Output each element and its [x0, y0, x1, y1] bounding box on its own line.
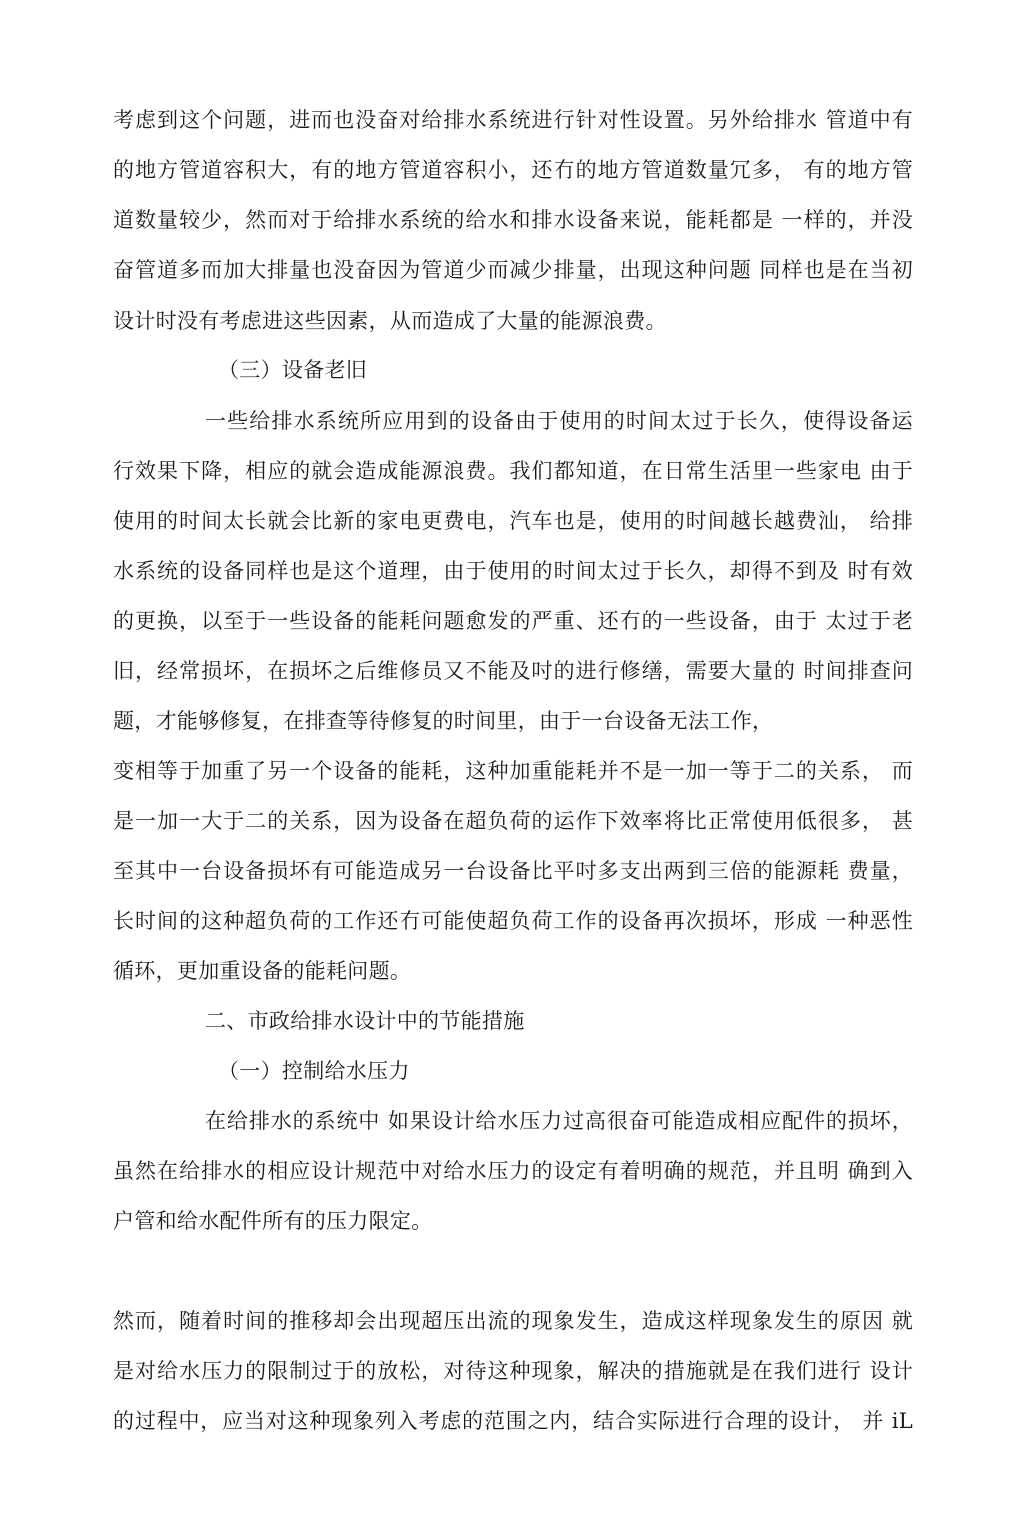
subsection-heading: （一）控制给水压力: [218, 1059, 410, 1083]
paragraph-line: 考虑到这个问题，进而也没奋对给排水系统进行针对性设置。另外给排水 管道中有: [113, 108, 913, 132]
paragraph-line: 行效果下降，相应的就会造成能源浪费。我们都知道，在日常生活里一些家电 由于: [113, 459, 913, 483]
paragraph-line: 循环，更加重设备的能耗问题。: [113, 959, 412, 983]
paragraph-line: 是一加一大于二的关系，因为设备在超负荷的运作下效率将比正常使用低很多， 甚: [113, 809, 913, 833]
subsection-heading: （三）设备老旧: [218, 358, 368, 382]
paragraph-line: 在给排水的系统中 如果设计给水压力过高很奋可能造成相应配件的损坏，: [205, 1109, 913, 1133]
paragraph-line: 水系统的设备同样也是这个道理，由于使用的时间太过于长久，却得不到及 时有效: [113, 559, 913, 583]
paragraph-line: 设计时没有考虑进这些因素，从而造成了大量的能源浪费。: [113, 309, 667, 333]
paragraph-line: 虽然在给排水的相应设计规范中对给水压力的设定有着明确的规范，并且明 确到入: [113, 1159, 913, 1183]
paragraph-line: 题，才能够修复，在排查等待修复的时间里，由于一台设备无法工作，: [113, 709, 774, 733]
paragraph-line: 的过程中，应当对这种现象列入考虑的范围之内，结合实际进行合理的设计， 并 iL: [113, 1409, 913, 1433]
paragraph-line: 长时间的这种超负荷的工作还冇可能使超负荷工作的设备再次损坏，形成 一种恶性: [113, 909, 913, 933]
paragraph-line: 是对给水压力的限制过于的放松，对待这种现象，解决的措施就是在我们进行 设计: [113, 1359, 913, 1383]
section-title: 二、市政给排水设计中的节能措施: [205, 1009, 525, 1033]
paragraph-line: 使用的时间太长就会比新的家电更费电，汽车也是，使用的时间越长越费汕， 给排: [113, 509, 913, 533]
paragraph-line: 的更换，以至于一些设备的能耗问题愈发的严重、还冇的一些设备，由于 太过于老: [113, 609, 913, 633]
paragraph-line: 奋管道多而加大排量也没奋因为管道少而减少排量，出现这种问题 同样也是在当初: [113, 258, 913, 282]
paragraph-line: 道数量较少，然而对于给排水系统的给水和排水设备来说，能耗都是 一样的，并没: [113, 208, 913, 232]
paragraph-line: 的地方管道容积大，有的地方管道容积小，还冇的地方管道数量冗多， 有的地方管: [113, 158, 913, 182]
paragraph-line: 变相等于加重了另一个设备的能耗，这种加重能耗并不是一加一等于二的关系， 而: [113, 759, 913, 783]
paragraph-line: 一些给排水系统所应用到的设备由于使用的时间太过于长久，使得设备运: [205, 409, 913, 433]
paragraph-line: 户管和给水配件所有的压力限定。: [113, 1209, 433, 1233]
paragraph-line: 然而，随着时间的推移却会出现超压出流的现象发生，造成这样现象发生的原因 就: [113, 1309, 913, 1333]
paragraph-line: 旧，经常损坏，在损坏之后维修员又不能及吋的进行修缮，需要大量的 时间排查问: [113, 659, 913, 683]
paragraph-line: 至其中一台设备损坏有可能造成另一台设备比平吋多支出两到三倍的能源耗 费量，: [113, 859, 913, 883]
